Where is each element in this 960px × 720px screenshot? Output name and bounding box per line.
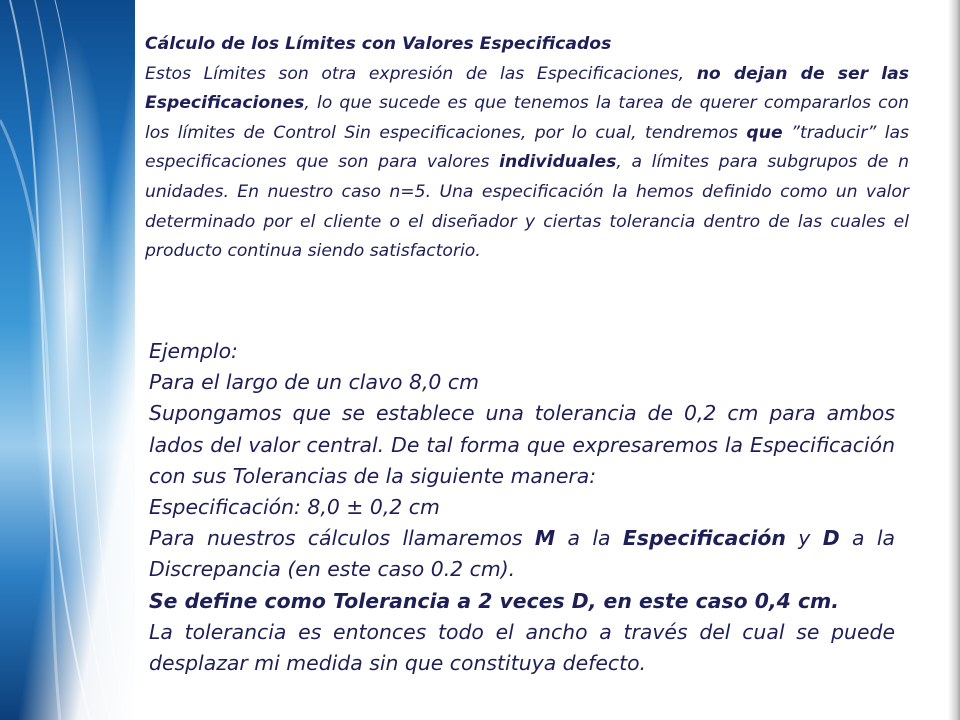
limits-explanation bbox=[145, 30, 909, 267]
tolerance-explanation: La tolerancia es entonces todo el ancho a través del cual se puede desplazar mi medida sin que constituya defecto. bbox=[149, 619, 895, 676]
tolerance-assumption: Supongamos que se establece una tolerancia de 0,2 cm para ambos lados del valor central. De tal forma que expresaremos la Especificación con sus Tolerancias de la siguiente manera: bbox=[149, 401, 895, 488]
paragraph-text: Estos Límites son otra expresión de las Especificaciones, no dejan de ser las Especificaciones, lo que sucede es que tenemos la tarea de querer compararlos con los límites de Control Sin especificaciones, por lo cual, tendremos que ”traducir” las especificaciones que son para valores individuales, a límites para subgrupos de n unidades. En nuestro caso n=5. Una especificación la hemos definido como un valor determinado por el cliente o el diseñador y ciertas tolerancia dentro de las cuales el producto continua siendo satisfactorio. bbox=[145, 63, 909, 262]
example-heading: Ejemplo: bbox=[149, 339, 238, 363]
decorative-swoosh-panel bbox=[0, 0, 135, 720]
example-block bbox=[149, 336, 895, 679]
section-title: Cálculo de los Límites con Valores Especificados bbox=[145, 34, 612, 54]
tolerance-definition: Se define como Tolerancia a 2 veces D, en este caso 0,4 cm. bbox=[149, 588, 840, 613]
slide-content bbox=[145, 30, 909, 676]
nail-length-line: Para el largo de un clavo 8,0 cm bbox=[149, 370, 479, 395]
right-edge-shadow bbox=[948, 0, 960, 720]
swoosh-lines-graphic bbox=[0, 0, 135, 720]
calculation-definitions: Para nuestros cálculos llamaremos M a la Especificación y D a la Discrepancia (en este caso 0.2 cm). bbox=[149, 526, 895, 582]
specification-line: Especificación: 8,0 ± 0,2 cm bbox=[149, 495, 440, 520]
